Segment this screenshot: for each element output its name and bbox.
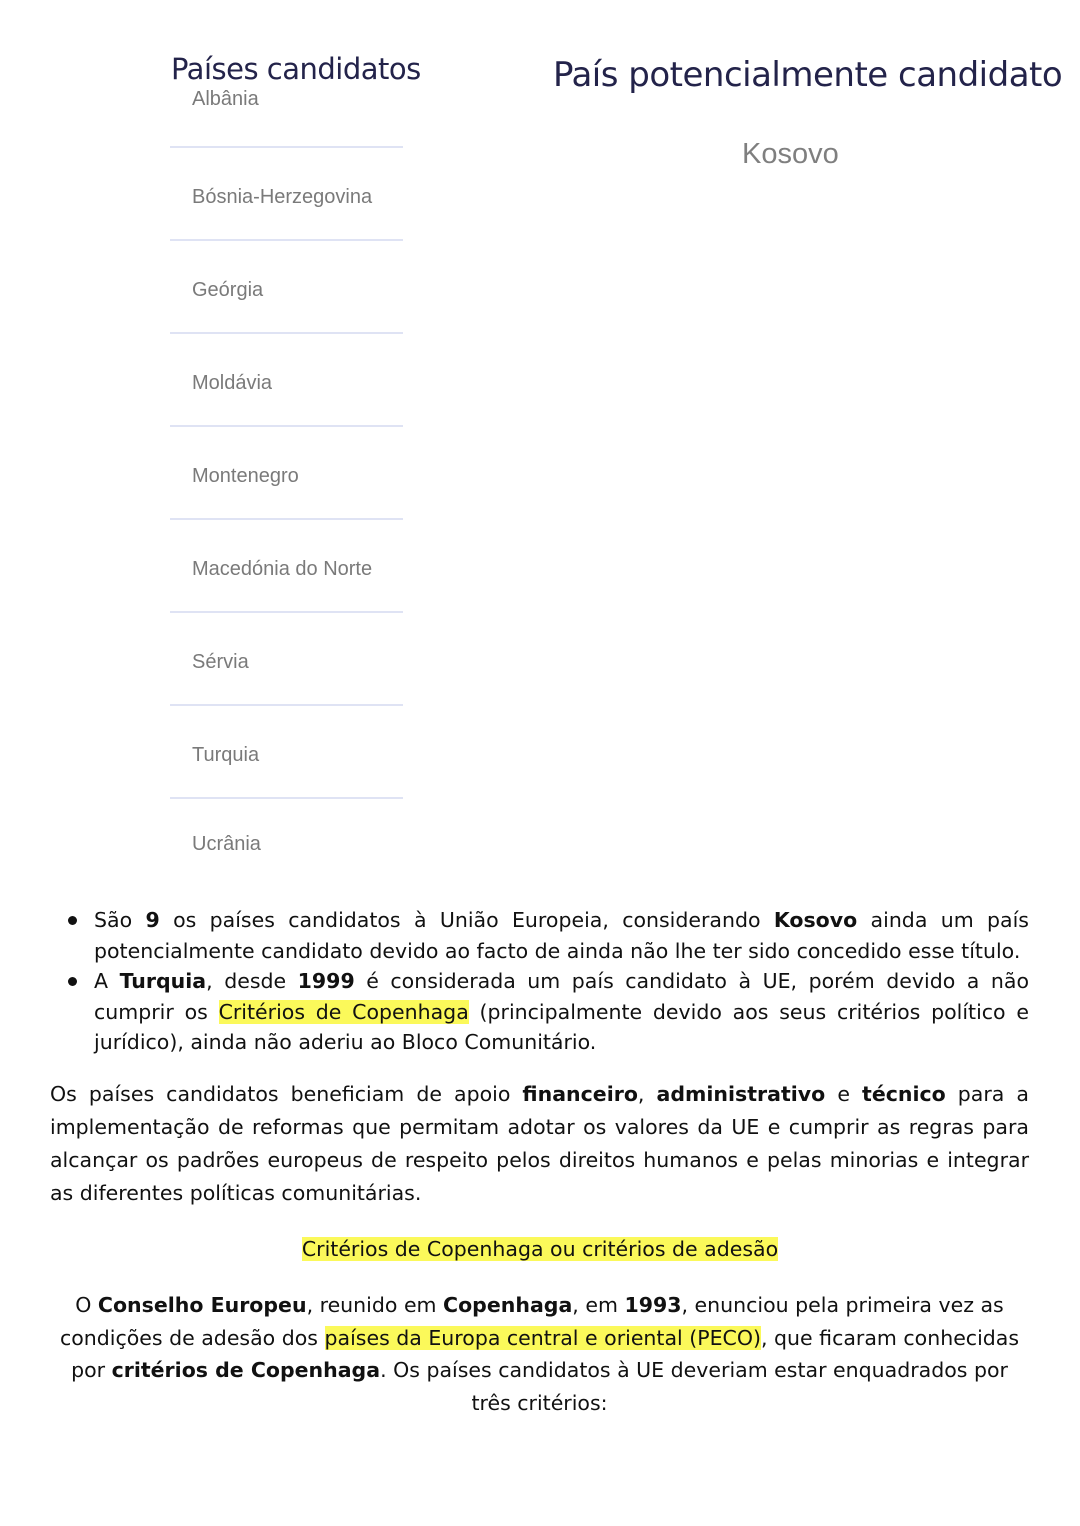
country-name: Albânia — [192, 88, 259, 110]
country-name: Turquia — [192, 744, 260, 766]
bullet-list — [94, 905, 1029, 1058]
country-name: Moldávia — [192, 372, 273, 394]
country-name: Montenegro — [192, 465, 299, 487]
country-name: Bósnia-Herzegovina — [192, 186, 373, 208]
list-item — [170, 241, 403, 334]
section-title: Critérios de Copenhaga ou critérios de adesão — [301, 1237, 779, 1261]
country-name: Sérvia — [192, 651, 249, 673]
list-item — [170, 148, 403, 241]
country-name: Macedónia do Norte — [192, 558, 373, 580]
list-item — [170, 427, 403, 520]
list-item — [170, 334, 403, 427]
highlighted-text: países da Europa central e oriental (PECO) — [324, 1325, 761, 1350]
copenhagen-paragraph: O Conselho Europeu, reunido em Copenhaga, em 1993, enunciou pela primeira vez as condições de adesão dos países da Europa central e oriental (PECO), que ficaram conhecidas por critérios de Copenhaga. Os países candidatos à UE deveriam estar enquadrados por três critérios: — [59, 1293, 1020, 1415]
potential-country-name: Kosovo — [742, 138, 839, 170]
highlighted-text: Critérios de Copenhaga — [218, 999, 469, 1024]
list-item — [170, 613, 403, 706]
country-name: Ucrânia — [192, 833, 261, 855]
list-item — [170, 799, 403, 892]
support-paragraph: Os países candidatos beneficiam de apoio financeiro, administrativo e técnico para a implementação de reformas que permitam adotar os valores da UE e cumprir as regras para alcançar os padrões europeus de respeito pelos direitos humanos e pelas minorias e integrar as diferentes políticas comunitárias. — [50, 1082, 1029, 1205]
list-item — [170, 706, 403, 799]
country-name: Geórgia — [192, 279, 264, 301]
bullet-item: A Turquia, desde 1999 é considerada um país candidato à UE, porém devido a não cumprir os Critérios de Copenhaga (principalmente devido aos seus critérios político e jurídico), ainda não aderiu ao Bloco Comunitário. — [94, 966, 1029, 1058]
candidates-heading: Países candidatos — [171, 52, 421, 86]
bullet-item: São 9 os países candidatos à União Europeia, considerando Kosovo ainda um país potencialmente candidato devido ao facto de ainda não lhe ter sido concedido esse título. — [94, 905, 1029, 966]
list-item — [170, 520, 403, 613]
candidate-country-list — [170, 86, 403, 892]
list-item — [170, 86, 403, 148]
potential-candidate-heading: País potencialmente candidato — [553, 55, 1063, 95]
